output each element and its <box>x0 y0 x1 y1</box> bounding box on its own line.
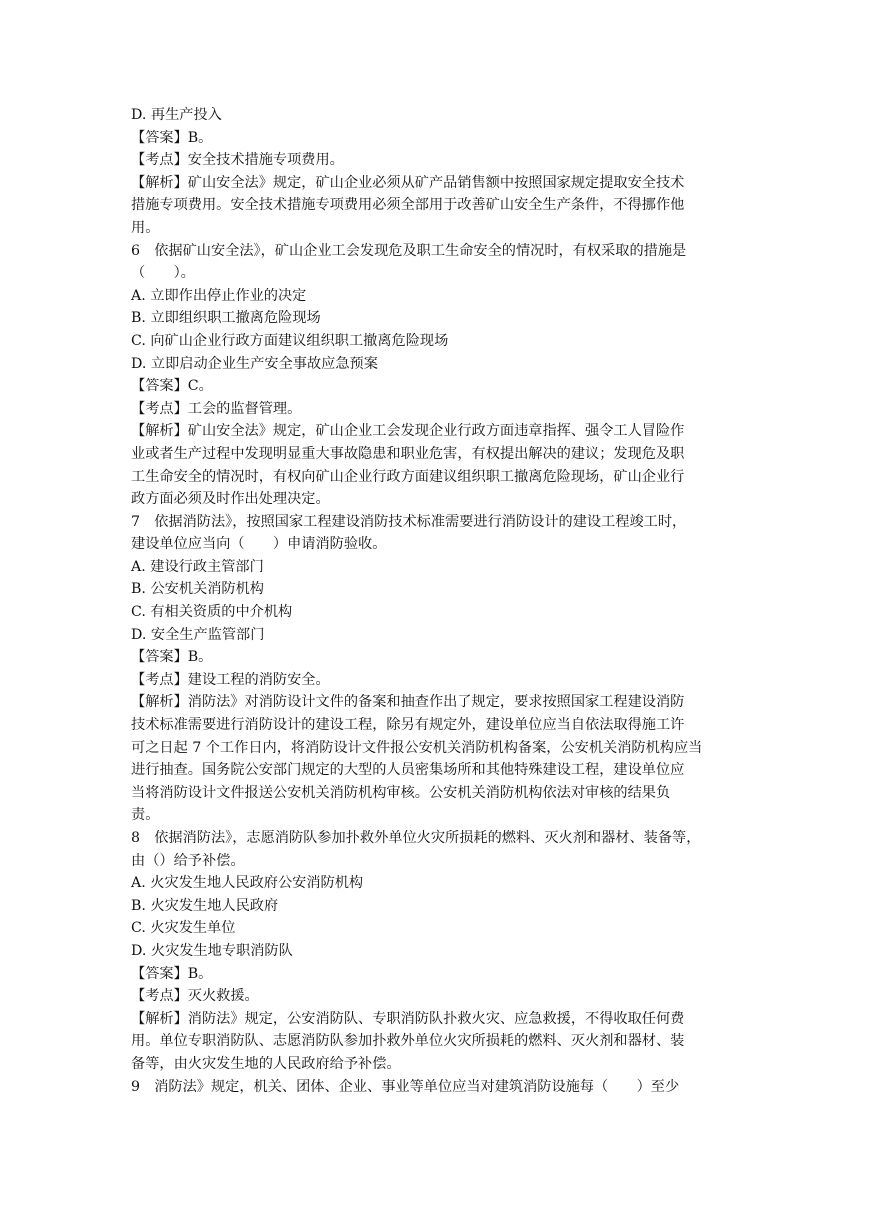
text-line: 【解析】消防法》对消防设计文件的备案和抽查作出了规定，要求按照国家工程建设消防 <box>131 694 685 711</box>
text-line: 用。单位专职消防队、志愿消防队参加扑救外单位火灾所损耗的燃料、灭火剂和器材、装 <box>131 1033 685 1050</box>
text-line: 8 依据消防法》，志愿消防队参加扑救外单位火灾所损耗的燃料、灭火剂和器材、装备等， <box>131 830 701 846</box>
text-line: 【答案】B。 <box>131 649 213 666</box>
text-line: 【考点】工会的监督管理。 <box>131 400 302 417</box>
text-line: D. 再生产投入 <box>131 107 222 123</box>
text-line: C. 火灾发生单位 <box>131 920 236 937</box>
text-line: D. 立即启动企业生产安全事故应急预案 <box>131 355 378 372</box>
text-line: 由（）给予补偿。 <box>131 852 245 869</box>
text-line: 【考点】安全技术措施专项费用。 <box>131 152 344 169</box>
document-page <box>131 104 751 1098</box>
text-line: 【答案】B。 <box>131 129 213 146</box>
text-line: 【考点】建设工程的消防安全。 <box>131 671 330 688</box>
text-line: 用。 <box>131 219 160 236</box>
text-line: 当将消防设计文件报送公安机关消防机构审核。公安机关消防机构依法对审核的结果负 <box>131 784 671 801</box>
text-line: B. 立即组织职工撤离危险现场 <box>131 310 321 327</box>
text-line: 【答案】B。 <box>131 965 213 982</box>
text-line: A. 立即作出停止作业的决定 <box>131 287 307 304</box>
text-line: A. 火灾发生地人民政府公安消防机构 <box>131 875 364 892</box>
text-line: B. 公安机关消防机构 <box>131 581 264 598</box>
text-line: 【解析】矿山安全法》规定，矿山企业工会发现企业行政方面违章指挥、强令工人冒险作 <box>131 423 685 440</box>
text-line: 工生命安全的情况时，有权向矿山企业行政方面建议组织职工撤离危险现场，矿山企业行 <box>131 468 685 485</box>
text-line: 可之日起 7 个工作日内，将消防设计文件报公安机关消防机构备案，公安机关消防机构应当 <box>131 739 703 756</box>
text-line: 责。 <box>131 807 160 824</box>
text-line: 措施专项费用。安全技术措施专项费用必须全部用于改善矿山安全生产条件，不得挪作他 <box>131 197 685 214</box>
text-line: C. 向矿山企业行政方面建议组织职工撤离危险现场 <box>131 332 449 349</box>
text-line: D. 火灾发生地专职消防队 <box>131 942 293 959</box>
text-line: 【解析】矿山安全法》规定，矿山企业必须从矿产品销售额中按照国家规定提取安全技术 <box>131 174 685 191</box>
text-line: 【答案】C。 <box>131 378 213 395</box>
text-line: B. 火灾发生地人民政府 <box>131 897 279 914</box>
text-line: （ ）。 <box>131 265 195 282</box>
text-line: 【考点】灭火救援。 <box>131 988 259 1005</box>
text-line: D. 安全生产监管部门 <box>131 626 265 643</box>
text-line: 进行抽查。国务院公安部门规定的大型的人员密集场所和其他特殊建设工程，建设单位应 <box>131 762 685 779</box>
text-line: 政方面必须及时作出处理决定。 <box>131 491 330 508</box>
text-line: 6 依据矿山安全法》，矿山企业工会发现危及职工生命安全的情况时，有权采取的措施是 <box>131 242 687 259</box>
text-line: 9 消防法》规定，机关、团体、企业、事业等单位应当对建筑消防设施每（ ）至少 <box>131 1078 680 1095</box>
text-line: C. 有相关资质的中介机构 <box>131 604 293 621</box>
text-line: 技术标准需要进行消防设计的建设工程，除另有规定外，建设单位应当自依法取得施工许 <box>131 717 685 734</box>
text-line: 备等，由火灾发生地的人民政府给予补偿。 <box>131 1055 401 1072</box>
text-line: 建设单位应当向（ ）申请消防验收。 <box>131 536 387 553</box>
text-line: 7 依据消防法》，按照国家工程建设消防技术标准需要进行消防设计的建设工程竣工时， <box>131 513 687 530</box>
text-line: 业或者生产过程中发现明显重大事故隐患和职业危害，有权提出解决的建议；发现危及职 <box>131 445 685 462</box>
text-line: 【解析】消防法》规定，公安消防队、专职消防队扑救火灾、应急救援，不得收取任何费 <box>131 1010 685 1027</box>
text-line: A. 建设行政主管部门 <box>131 558 264 575</box>
